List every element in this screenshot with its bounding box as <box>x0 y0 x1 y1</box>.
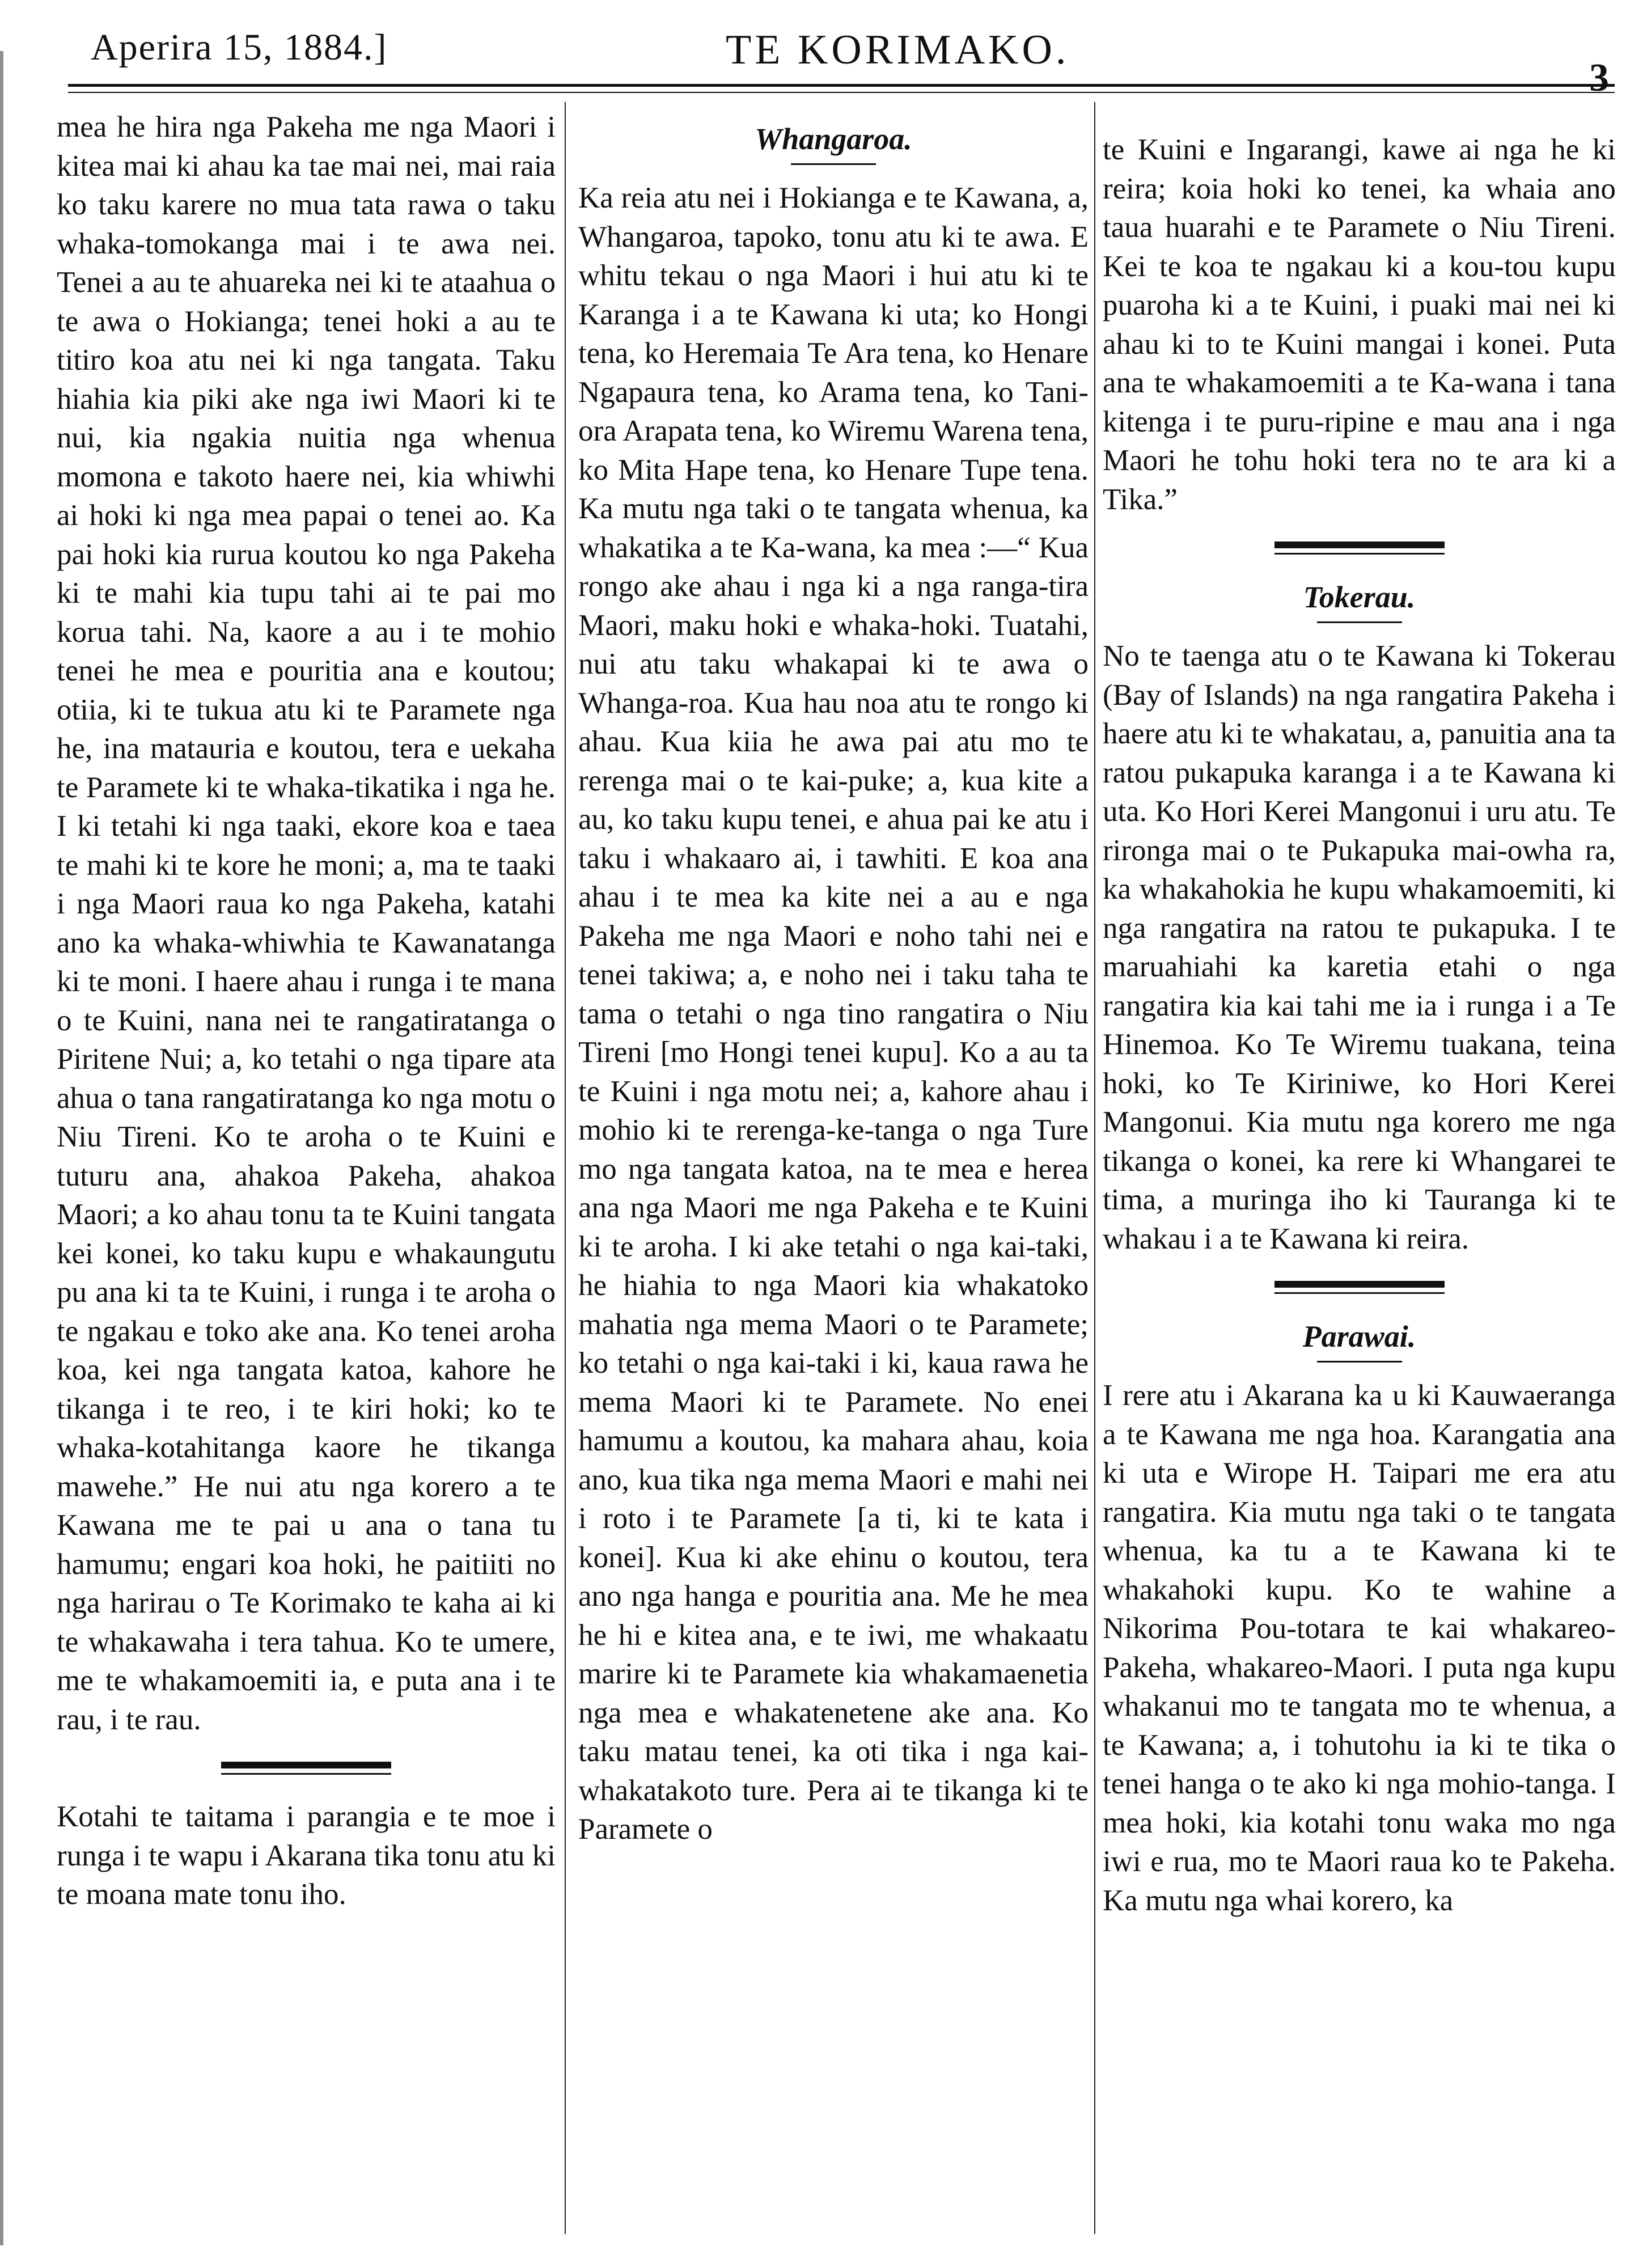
article-paragraph: Ka reia atu nei i Hokianga e te Kawana, a, Whangaroa, tapoko, tonu atu ki te awa. E whitu tekau o nga Maori i hui atu ki te Karanga i a te Kawana ki uta; ko Hongi tena, ko Heremaia Te Ara tena, ko Henare Ngapaura tena, ko Arama tena, ko Tani-ora Arapata tena, ko Wiremu Warena tena, ko Mita Hape tena, ko Henare Tupe tena. Ka mutu nga taki o te tangata whenua, ka whakatika a te Ka-wana, ka mea :—“ Kua rongo ake ahau i nga ki a nga ranga-tira Maori, maku hoki e whaka-hoki. Tuatahi, nui atu taku whakapai ki te awa o Whanga-roa. Kua hau noa atu te rongo ki ahau. Kua kiia he awa pai atu mo te rerenga mai o te kai-puke; a, kua kite a au, ko taku kupu tenei, e ahua pai ke atu i taku i whakaaro ai, i tawhiti. E koa ana ahau i te mea ka kite nei a au e nga Pakeha me nga Maori e noho tahi nei e tenei takiwa; a, e noho nei i taku taha te tama o tetahi o nga tino rangatira o Niu Tireni [mo Hongi tenei kupu]. Ko a au ta te Kuini i nga motu nei; a, kahore ahau i mohio ki te rerenga-ke-tanga o nga Ture mo nga tangata katoa, na te mea e herea ana nga Maori me nga Pakeha e te Kuini ki te aroha. I ki ake tetahi o nga kai-taki, he hiahia to nga Maori kia whakatoko mahatia nga mema Maori o te Paramete; ko tetahi o nga kai-taki i ki, kaua rawa he mema Maori ki te Paramete. No enei hamumu a koutou, ka mahara ahau, koia ano, kua tika nga mema Maori e mahi nei i roto i te Paramete [a ti, ki te kata i konei]. Kua ki ake ehinu o koutou, tera ano nga hanga e pouritia ana. Me he mea he hi e kitea ana, e te iwi, me whakaatu marire ki te Paramete kia whakamaenetia nga mea e whakatenetene ake ana. Ko taku matau tenei, ka oti tika i nga kai-whakatakoto ture. Pera ai te tikanga ki te Paramete o <box>578 181 1089 1846</box>
section-heading-parawai: Parawai. <box>1302 1319 1416 1353</box>
header-rule-thin <box>68 92 1615 93</box>
binding-edge <box>0 51 11 2245</box>
article-paragraph: No te taenga atu o te Kawana ki Tokerau (Bay of Islands) na nga rangatira Pakeha i haere atu ki te whakatau, a, panuitia ana ta ratou pukapuka karanga i a te Kawana ki uta. Ko Hori Kerei Mangonui i uru atu. Te rironga mai o te Pukapuka mai-owha ra, ka whakahokia he kupu whakamoemiti, ki nga rangatira na ratou te pukapuka. I te maruahiahi ka karetia etahi o nga rangatira kia kai tahi me ia i runga i a Te Hinemoa. Ko Te Wiremu tuakana, teina hoki, ko Te Kiriniwe, ko Hori Kerei Mangonui. Kia mutu nga korero me nga tikanga o konei, ka rere ki Whangarei te tima, a muringa iho ki Tauranga ki te whakau i a te Kawana ki reira. <box>1103 640 1616 1255</box>
heading-rule <box>1317 1361 1402 1363</box>
section-divider-thin <box>221 1773 391 1775</box>
section-heading-tokerau: Tokerau. <box>1303 580 1416 614</box>
section-divider-thick <box>221 1762 391 1768</box>
column-divider-1 <box>565 102 566 2234</box>
section-divider-thin <box>1274 1292 1445 1294</box>
heading-rule <box>1317 621 1402 623</box>
article-paragraph: Kotahi te taitama i parangia e te moe i runga i te wapu i Akarana tika tonu atu ki te moana mate tonu iho. <box>57 1800 556 1911</box>
section-divider-thin <box>1274 553 1445 555</box>
heading-rule <box>791 163 876 165</box>
article-paragraph: I rere atu i Akarana ka u ki Kauwaeranga a te Kawana me nga hoa. Karangatia ana ki uta e Wirope H. Taipari me era atu rangatira. Kia mutu nga taki o te tangata whenua, ka tu a te Kawana ki te whakahoki kupu. Ko te wahine a Nikorima Pou-totara te kai whakareo-Pakeha, whakareo-Maori. I puta nga kupu whakanui mo te tangata mo te whenua, a te Kawana; a, i tohutohu ia ki te tika o tenei hanga o te ako ki nga mohio-tanga. I mea hoki, kia kotahi tonu waka mo nga iwi e rua, mo te Maori raua ko te Pakeha. Ka mutu nga whai korero, ka <box>1103 1379 1616 1917</box>
section-heading-whangaroa: Whangaroa. <box>755 122 912 156</box>
issue-date: Aperira 15, 1884.] <box>91 27 388 68</box>
header-rule <box>68 84 1615 87</box>
column-2 <box>578 119 1089 1849</box>
masthead <box>57 22 1620 100</box>
section-divider-thick <box>1274 1281 1445 1288</box>
article-paragraph: mea he hira nga Pakeha me nga Maori i kitea mai ki ahau ka tae mai nei, mai raia ko taku karere no mua tata rawa o taku whaka-tomokanga mai i te awa nei. Tenei a au te ahuareka nei ki te ataahua o te awa o Hokianga; tenei hoki a au te titiro koa atu nei ki nga tangata. Taku hiahia kia piki ake nga iwi Maori ki te nui, kia ngakia nuitia nga whenua momona e takoto haere nei, kia whiwhi ai hoki ki nga mea papai o tenei ao. Ka pai hoki kia rurua koutou ko nga Pakeha ki te mahi kia tupu tahi ai te pai mo korua tahi. Na, kaore a au i te mohio tenei he mea e pouritia ana e koutou; otiia, ki te tukua atu ki te Paramete nga he, ina matauria e koutou, tera e uekaha te Paramete ki te whaka-tikatika i nga he. I ki tetahi ki nga taaki, ekore koa e taea te mahi ki te kore he moni; a, ma te taaki i nga Maori raua ko nga Pakeha, katahi ano ka whaka-whiwhia te Kawanatanga ki te moni. I haere ahau i runga i te mana o te Kuini, nana nei te rangatiratanga o Piritene Nui; a, ko tetahi o nga tipare ata ahua o tana rangatiratanga ko nga motu o Niu Tireni. Ko te aroha o te Kuini e tuturu ana, ahakoa Pakeha, ahakoa Maori; a ko ahau tonu ta te Kuini tangata kei konei, ko taku kupu e whakaungutu pu ana ki ta te Kuini, i runga i te aroha o te ngakau e toko ake ana. Ko tenei aroha koa, kei nga tangata katoa, kahore he tikanga i te reo, i te kiri hoki; ko te whaka-kotahitanga kaore he tikanga mawehe.” He nui atu nga korero a te Kawana me te pai u ana o tana tu hamumu; engari koa hoki, he paitiiti no nga harirau o Te Korimako te kaha ai ki te whakawaha i tera tahua. Ko te umere, me te whakamoemiti ia, e puta ana i te rau, i te rau. <box>57 111 556 1736</box>
page-number: 3 <box>1589 56 1609 100</box>
column-divider-2 <box>1094 102 1095 2234</box>
article-paragraph: te Kuini e Ingarangi, kawe ai nga he ki reira; koia hoki ko tenei, ka whaia ano taua huarahi e te Paramete o Niu Tireni. Kei te koa te ngakau ki a kou-tou kupu puaroha ki a te Kuini, i puaki mai nei ki ahau ki to te Kuini mangai i konei. Puta ana te whakamoemiti a te Ka-wana i tana kitenga i te puru-ripine e mau ana i nga Maori he tohu hoki tera no te ara ki a Tika.” <box>1103 133 1616 516</box>
newspaper-title: TE KORIMAKO. <box>726 27 1070 73</box>
section-divider-thick <box>1274 541 1445 548</box>
column-1 <box>57 108 556 1914</box>
column-3 <box>1103 130 1616 1920</box>
